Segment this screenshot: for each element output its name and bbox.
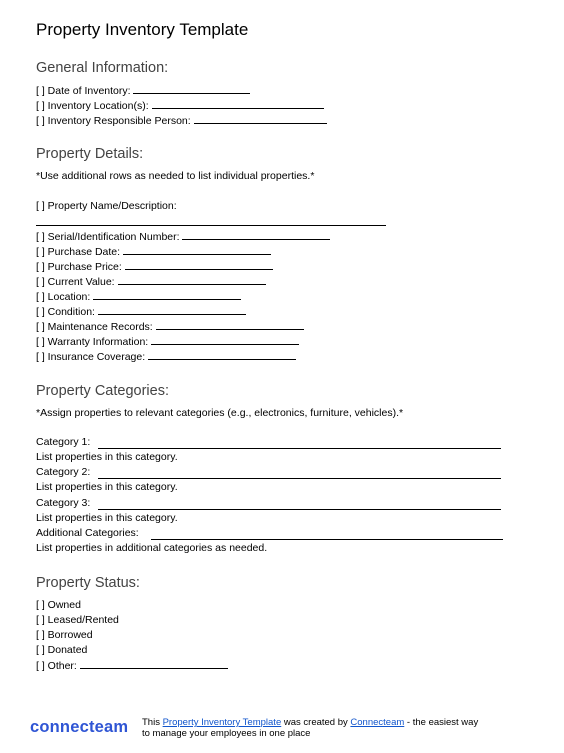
blank-line bbox=[148, 350, 296, 360]
footer-line-2: to manage your employees in one place bbox=[142, 728, 311, 739]
footer-text-2: was created by bbox=[281, 717, 351, 728]
field-insurance-coverage[interactable] bbox=[36, 350, 296, 363]
field-responsible-person[interactable] bbox=[36, 114, 327, 127]
blank-line bbox=[133, 84, 250, 94]
status-borrowed[interactable]: [ ] Borrowed bbox=[36, 629, 93, 641]
field-condition[interactable] bbox=[36, 305, 246, 318]
blank-line bbox=[182, 230, 330, 240]
field-label: [ ] Inventory Location(s): bbox=[36, 100, 152, 112]
field-label: [ ] Purchase Date: bbox=[36, 246, 123, 258]
field-label: [ ] Insurance Coverage: bbox=[36, 351, 149, 363]
field-label: [ ] Location: bbox=[36, 291, 94, 303]
field-label: [ ] Serial/Identification Number: bbox=[36, 231, 183, 243]
blank-line bbox=[156, 320, 304, 330]
blank-line bbox=[98, 509, 501, 510]
field-label: Category 2: bbox=[36, 466, 91, 478]
blank-line bbox=[151, 335, 299, 345]
field-label: [ ] Maintenance Records: bbox=[36, 321, 156, 333]
categories-note: *Assign properties to relevant categories (e.g., electronics, furniture, vehicles).* bbox=[36, 407, 404, 419]
section-heading-details: Property Details: bbox=[36, 146, 144, 162]
details-note: *Use additional rows as needed to list individual properties.* bbox=[36, 170, 315, 182]
blank-line bbox=[98, 478, 501, 479]
connecteam-logo: connecteam bbox=[30, 718, 129, 736]
section-heading-categories: Property Categories: bbox=[36, 383, 169, 399]
field-label: [ ] Current Value: bbox=[36, 276, 118, 288]
field-label: [ ] Warranty Information: bbox=[36, 336, 152, 348]
status-other[interactable] bbox=[36, 659, 228, 672]
section-heading-general: General Information: bbox=[36, 60, 169, 76]
status-leased-rented[interactable]: [ ] Leased/Rented bbox=[36, 614, 119, 626]
blank-line bbox=[118, 275, 266, 285]
field-purchase-price[interactable] bbox=[36, 260, 273, 273]
blank-line bbox=[125, 260, 273, 270]
status-donated[interactable]: [ ] Donated bbox=[36, 644, 88, 656]
field-category-1[interactable] bbox=[36, 436, 90, 448]
field-current-value[interactable] bbox=[36, 275, 266, 288]
footer-text bbox=[142, 717, 478, 739]
status-owned[interactable]: [ ] Owned bbox=[36, 599, 81, 611]
field-inventory-location[interactable] bbox=[36, 99, 324, 112]
field-label: Category 1: bbox=[36, 436, 91, 448]
blank-line bbox=[123, 245, 271, 255]
category-1-hint: List properties in this category. bbox=[36, 451, 178, 463]
field-label: [ ] Other: bbox=[36, 660, 80, 672]
blank-line bbox=[194, 114, 327, 124]
field-maintenance-records[interactable] bbox=[36, 320, 304, 333]
category-2-hint: List properties in this category. bbox=[36, 481, 178, 493]
field-category-2[interactable] bbox=[36, 466, 90, 478]
field-category-3[interactable] bbox=[36, 497, 90, 509]
blank-line bbox=[80, 659, 228, 669]
blank-line bbox=[98, 448, 501, 449]
template-link[interactable]: Property Inventory Template bbox=[162, 717, 282, 728]
field-date-of-inventory[interactable] bbox=[36, 84, 250, 97]
blank-line bbox=[151, 539, 503, 540]
field-location[interactable] bbox=[36, 290, 241, 303]
property-name-rule bbox=[36, 225, 386, 226]
field-purchase-date[interactable] bbox=[36, 245, 271, 258]
field-serial-number[interactable] bbox=[36, 230, 330, 243]
additional-categories-hint: List properties in additional categories as needed. bbox=[36, 542, 268, 554]
field-label: [ ] Purchase Price: bbox=[36, 261, 125, 273]
category-3-hint: List properties in this category. bbox=[36, 512, 178, 524]
field-additional-categories[interactable] bbox=[36, 527, 139, 539]
field-label: [ ] Date of Inventory: bbox=[36, 85, 134, 97]
blank-line bbox=[152, 99, 324, 109]
field-label: Additional Categories: bbox=[36, 527, 139, 539]
field-label: Category 3: bbox=[36, 497, 91, 509]
footer-text-1: This bbox=[142, 717, 163, 728]
field-property-name[interactable]: [ ] Property Name/Description: bbox=[36, 200, 177, 212]
field-warranty-information[interactable] bbox=[36, 335, 299, 348]
blank-line bbox=[93, 290, 241, 300]
page-title: Property Inventory Template bbox=[36, 20, 249, 39]
field-label: [ ] Condition: bbox=[36, 306, 98, 318]
footer-line-1 bbox=[142, 717, 478, 728]
section-heading-status: Property Status: bbox=[36, 575, 140, 591]
field-label: [ ] Inventory Responsible Person: bbox=[36, 115, 194, 127]
footer-text-3: - the easiest way bbox=[404, 717, 479, 728]
connecteam-link[interactable]: Connecteam bbox=[350, 717, 405, 728]
blank-line bbox=[98, 305, 246, 315]
